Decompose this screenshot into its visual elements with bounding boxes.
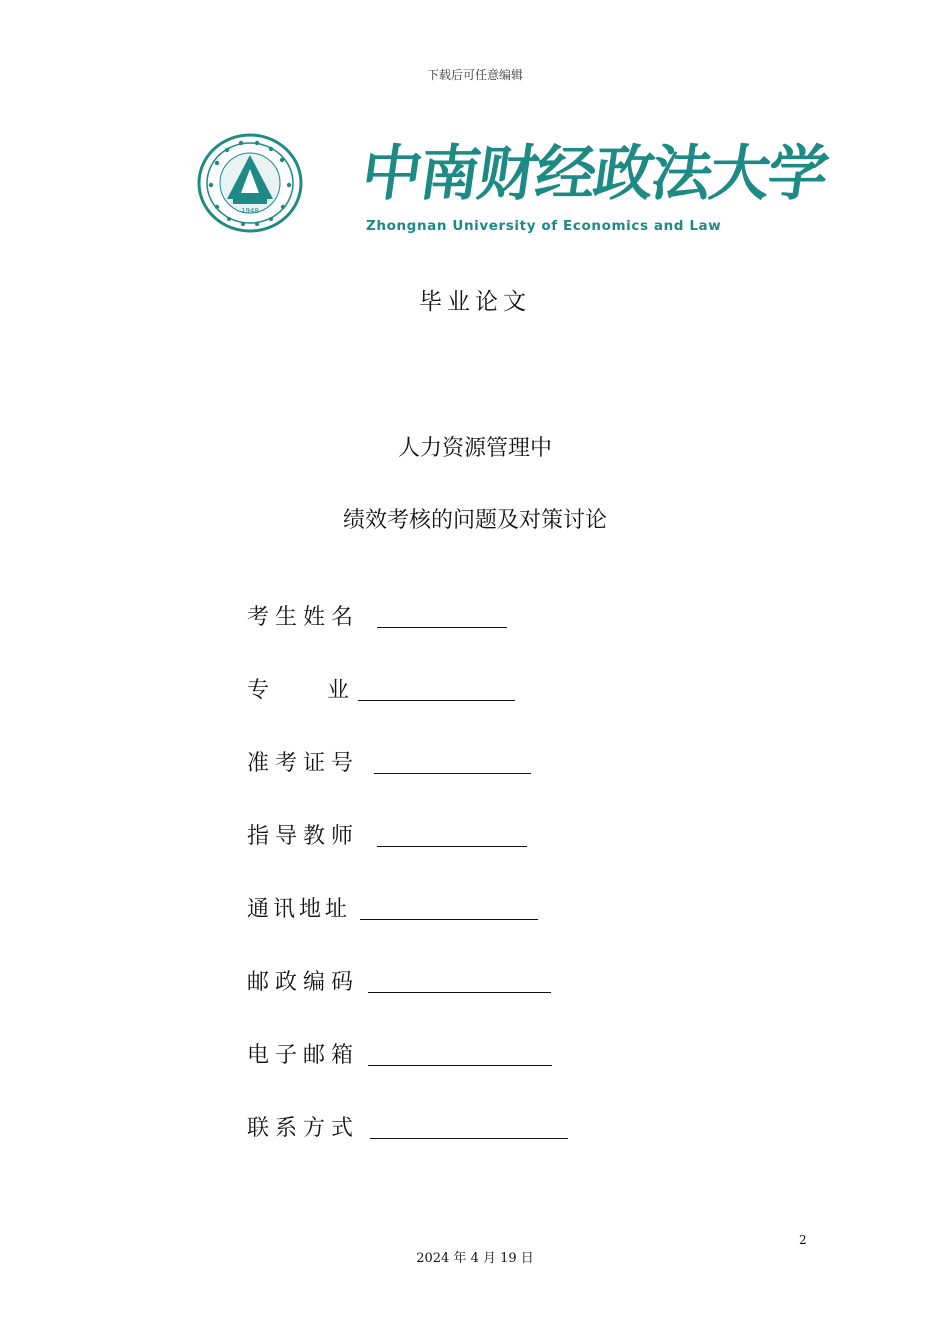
field-major xyxy=(247,673,355,703)
field-email xyxy=(247,1038,359,1068)
topic-line-1: 人力资源管理中 xyxy=(397,436,552,461)
field-contact xyxy=(247,1111,359,1141)
field-underline xyxy=(368,992,551,993)
field-label: 通讯地址 xyxy=(247,897,352,922)
page-number: 2 xyxy=(799,1233,807,1247)
field-mailing-address xyxy=(247,892,351,922)
field-advisor xyxy=(247,819,359,849)
field-underline xyxy=(370,1138,568,1139)
footer-date: 2024 年 4 月 19 日 xyxy=(416,1251,534,1266)
field-underline xyxy=(374,773,531,774)
field-postal-code xyxy=(247,965,359,995)
field-label: 准考证号 xyxy=(247,751,360,776)
header-note: 下载后可任意编辑 xyxy=(426,68,523,82)
field-underline xyxy=(377,846,527,847)
university-name-cn: 中南财经政法大学 xyxy=(357,139,831,209)
field-label: 专 业 xyxy=(247,678,355,703)
field-label: 指导教师 xyxy=(247,824,360,849)
field-underline xyxy=(368,1065,552,1066)
field-label: 电子邮箱 xyxy=(247,1043,360,1068)
topic-line-2: 绩效考核的问题及对策讨论 xyxy=(342,508,607,533)
university-seal-icon xyxy=(197,133,303,233)
field-underline xyxy=(360,919,538,920)
field-candidate-name xyxy=(247,600,359,630)
field-label: 考生姓名 xyxy=(247,605,360,630)
university-name-en: Zhongnan University of Economics and Law xyxy=(366,218,722,234)
field-underline xyxy=(358,700,515,701)
field-underline xyxy=(377,627,507,628)
field-admission-number xyxy=(247,746,359,776)
field-label: 邮政编码 xyxy=(247,970,360,995)
seal-year: 1948 xyxy=(241,207,259,215)
field-label: 联系方式 xyxy=(247,1116,360,1141)
thesis-title: 毕业论文 xyxy=(419,289,531,315)
